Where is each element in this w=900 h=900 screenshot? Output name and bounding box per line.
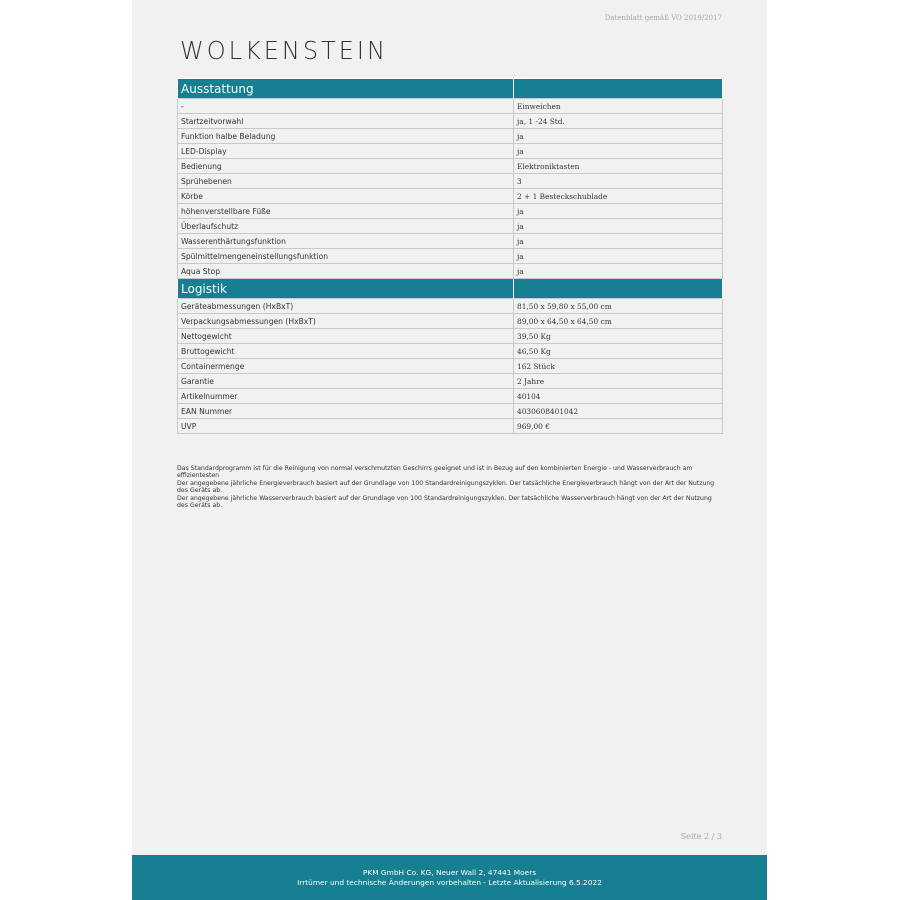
table-row bbox=[178, 144, 723, 159]
spec-label: Aqua Stop bbox=[178, 264, 514, 279]
spec-label: UVP bbox=[178, 419, 514, 434]
table-row bbox=[178, 299, 723, 314]
datasheet-page bbox=[132, 0, 767, 900]
spec-value: ja bbox=[514, 129, 723, 144]
spec-label: LED-Display bbox=[178, 144, 514, 159]
spec-label: Wasserenthärtungsfunktion bbox=[178, 234, 514, 249]
spec-value: ja bbox=[514, 144, 723, 159]
section-title: Ausstattung bbox=[178, 79, 514, 99]
spec-value: 162 Stück bbox=[514, 359, 723, 374]
spec-value: 2 + 1 Besteckschublade bbox=[514, 189, 723, 204]
spec-value: ja bbox=[514, 219, 723, 234]
spec-value: 39,50 Kg bbox=[514, 329, 723, 344]
spec-label: Startzeitvorwahl bbox=[178, 114, 514, 129]
footer-address: PKM GmbH Co. KG, Neuer Wall 2, 47441 Moers bbox=[362, 868, 537, 877]
spec-label: Containermenge bbox=[178, 359, 514, 374]
spec-label: Geräteabmessungen (HxBxT) bbox=[178, 299, 514, 314]
header-note: Datenblatt gemäß VO 2019/2017 bbox=[604, 14, 722, 22]
table-row bbox=[178, 249, 723, 264]
section-title: Logistik bbox=[178, 279, 514, 299]
spec-label: Artikelnummer bbox=[178, 389, 514, 404]
footnote: Der angegebene jährliche Energieverbrauch basiert auf der Grundlage von 100 Standardreinigungszyklen. Der tatsächliche Energieverbrauch hängt von der Art der Nutzung des Geräts ab. bbox=[177, 479, 715, 495]
footnotes bbox=[177, 465, 722, 509]
table-row bbox=[178, 174, 723, 189]
spec-value: 40104 bbox=[514, 389, 723, 404]
spec-value: 81,50 x 59,80 x 55,00 cm bbox=[514, 299, 723, 314]
spec-value: 46,50 Kg bbox=[514, 344, 723, 359]
spec-value: ja bbox=[514, 264, 723, 279]
spec-value: 89,00 x 64,50 x 64,50 cm bbox=[514, 314, 723, 329]
table-row bbox=[178, 114, 723, 129]
spec-label: - bbox=[178, 99, 514, 114]
table-row bbox=[178, 359, 723, 374]
table-row bbox=[178, 374, 723, 389]
table-row bbox=[178, 189, 723, 204]
spec-label: Bedienung bbox=[178, 159, 514, 174]
spec-value: Elektroniktasten bbox=[514, 159, 723, 174]
table-row bbox=[178, 219, 723, 234]
section-header bbox=[178, 79, 723, 99]
table-row bbox=[178, 419, 723, 434]
spec-label: höhenverstellbare Füße bbox=[178, 204, 514, 219]
spec-label: Garantie bbox=[178, 374, 514, 389]
spec-value: 4030608401042 bbox=[514, 404, 723, 419]
spec-label: Körbe bbox=[178, 189, 514, 204]
footer-bar bbox=[132, 855, 767, 900]
spec-label: Bruttogewicht bbox=[178, 344, 514, 359]
spec-table bbox=[177, 78, 723, 434]
spec-value: 2 Jahre bbox=[514, 374, 723, 389]
table-row bbox=[178, 234, 723, 249]
table-row bbox=[178, 329, 723, 344]
spec-label: Nettogewicht bbox=[178, 329, 514, 344]
table-row bbox=[178, 99, 723, 114]
spec-value: 3 bbox=[514, 174, 723, 189]
table-row bbox=[178, 404, 723, 419]
page-number: Seite 2 / 3 bbox=[680, 832, 722, 841]
spec-label: Überlaufschutz bbox=[178, 219, 514, 234]
spec-table-body bbox=[178, 79, 723, 434]
spec-value: 969,00 € bbox=[514, 419, 723, 434]
table-row bbox=[178, 129, 723, 144]
spec-value: ja bbox=[514, 204, 723, 219]
footnote: Das Standardprogramm ist für die Reinigung von normal verschmutzten Geschirrs geeignet und ist in Bezug auf den kombinierten Energie - und Wasserverbrauch am effizientesten bbox=[177, 465, 693, 480]
table-row bbox=[178, 264, 723, 279]
spec-value: ja bbox=[514, 249, 723, 264]
spec-label: Sprühebenen bbox=[178, 174, 514, 189]
spec-label: EAN Nummer bbox=[178, 404, 514, 419]
spec-label: Funktion halbe Beladung bbox=[178, 129, 514, 144]
spec-value: ja, 1 -24 Std. bbox=[514, 114, 723, 129]
table-row bbox=[178, 204, 723, 219]
table-row bbox=[178, 159, 723, 174]
table-row bbox=[178, 344, 723, 359]
spec-value: Einweichen bbox=[514, 99, 723, 114]
brand-logo: WOLKENSTEIN bbox=[180, 36, 388, 66]
table-row bbox=[178, 389, 723, 404]
footnote: Der angegebene jährliche Wasserverbrauch basiert auf der Grundlage von 100 Standardreinigungszyklen. Der tatsächliche Wasserverbrauch hängt von der Art der Nutzung des Geräts ab. bbox=[177, 494, 712, 510]
spec-label: Verpackungsabmessungen (HxBxT) bbox=[178, 314, 514, 329]
spec-label: Spülmittelmengeneinstellungsfunktion bbox=[178, 249, 514, 264]
table-row bbox=[178, 314, 723, 329]
section-header bbox=[178, 279, 723, 299]
footer-disclaimer: Irrtümer und technische Änderungen vorbehalten - Letzte Aktualisierung 6.5.2022 bbox=[297, 878, 602, 887]
section-title-spacer bbox=[514, 279, 723, 299]
section-title-spacer bbox=[514, 79, 723, 99]
spec-value: ja bbox=[514, 234, 723, 249]
